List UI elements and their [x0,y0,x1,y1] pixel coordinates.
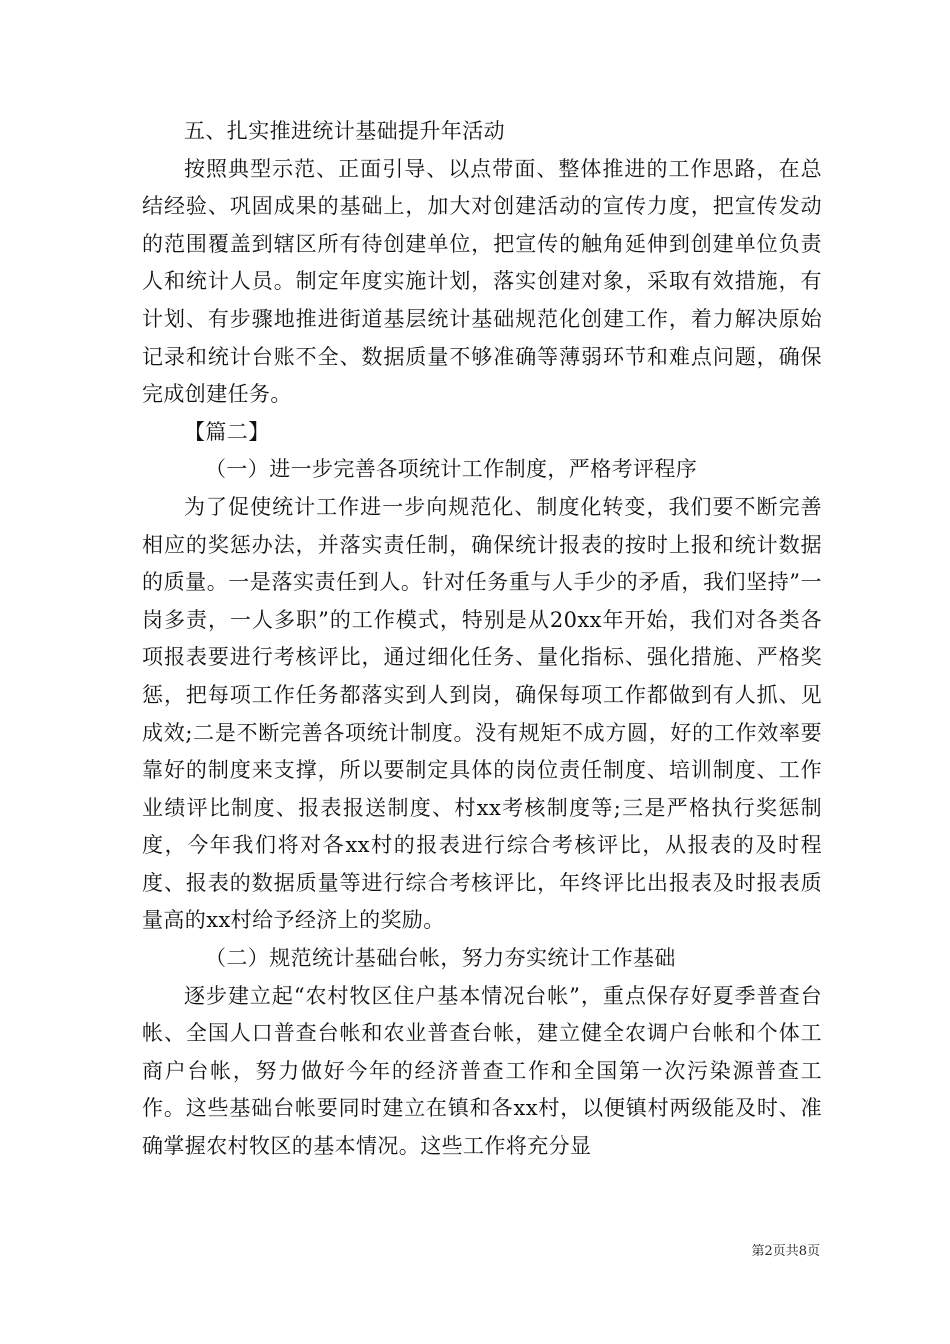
part-2-title: 【篇二】 [184,419,270,444]
section-5-paragraph: 按照典型示范、正面引导、以点带面、整体推进的工作思路，在总结经验、巩固成果的基础上，加大对创建活动的宣传力度，把宣传发动的范围覆盖到辖区所有待创建单位，把宣传的触角延伸到创建单位负责人和统计人员。制定年度实施计划，落实创建对象，采取有效措施，有计划、有步骤地推进街道基层统计基础规范化创建工作，着力解决原始记录和统计台账不全、数据质量不够准确等薄弱环节和难点问题，确保完成创建任务。 [142,156,822,407]
section-5-title: 五、扎实推进统计基础提升年活动 [184,119,505,143]
subsection-2-title: （二）规范统计基础台帐，努力夯实统计工作基础 [205,946,676,971]
subsection-2-paragraph: 逐步建立起“农村牧区住户基本情况台帐”，重点保存好夏季普查台帐、全国人口普查台帐和农业普查台帐，建立健全农调户台帐和个体工商户台帐，努力做好今年的经济普查工作和全国第一次污染源普查工作。这些基础台帐要同时建立在镇和各xx村，以便镇村两级能及时、准确掌握农村牧区的基本情况。这些工作将充分显 [142,983,822,1159]
page-number-footer: 第2页共8页 [751,1244,820,1259]
subsection-1-paragraph: 为了促使统计工作进一步向规范化、制度化转变，我们要不断完善相应的奖惩办法，并落实责任制，确保统计报表的按时上报和统计数据的质量。一是落实责任到人。针对任务重与人手少的矛盾，我们坚持”一岗多责，一人多职”的工作模式，特别是从20xx年开始，我们对各类各项报表要进行考核评比，通过细化任务、量化指标、强化措施、严格奖惩，把每项工作任务都落实到人到岗，确保每项工作都做到有人抓、见成效;二是不断完善各项统计制度。没有规矩不成方圆，好的工作效率要靠好的制度来支撑，所以要制定具体的岗位责任制度、培训制度、工作业绩评比制度、报表报送制度、村xx考核制度等;三是严格执行奖惩制度，今年我们将对各xx村的报表进行综合考核评比，从报表的及时程度、报表的数据质量等进行综合考核评比，年终评比出报表及时报表质量高的xx村给予经济上的奖励。 [142,494,822,933]
subsection-1-title: （一）进一步完善各项统计工作制度，严格考评程序 [205,457,698,482]
document-body [142,113,822,1166]
